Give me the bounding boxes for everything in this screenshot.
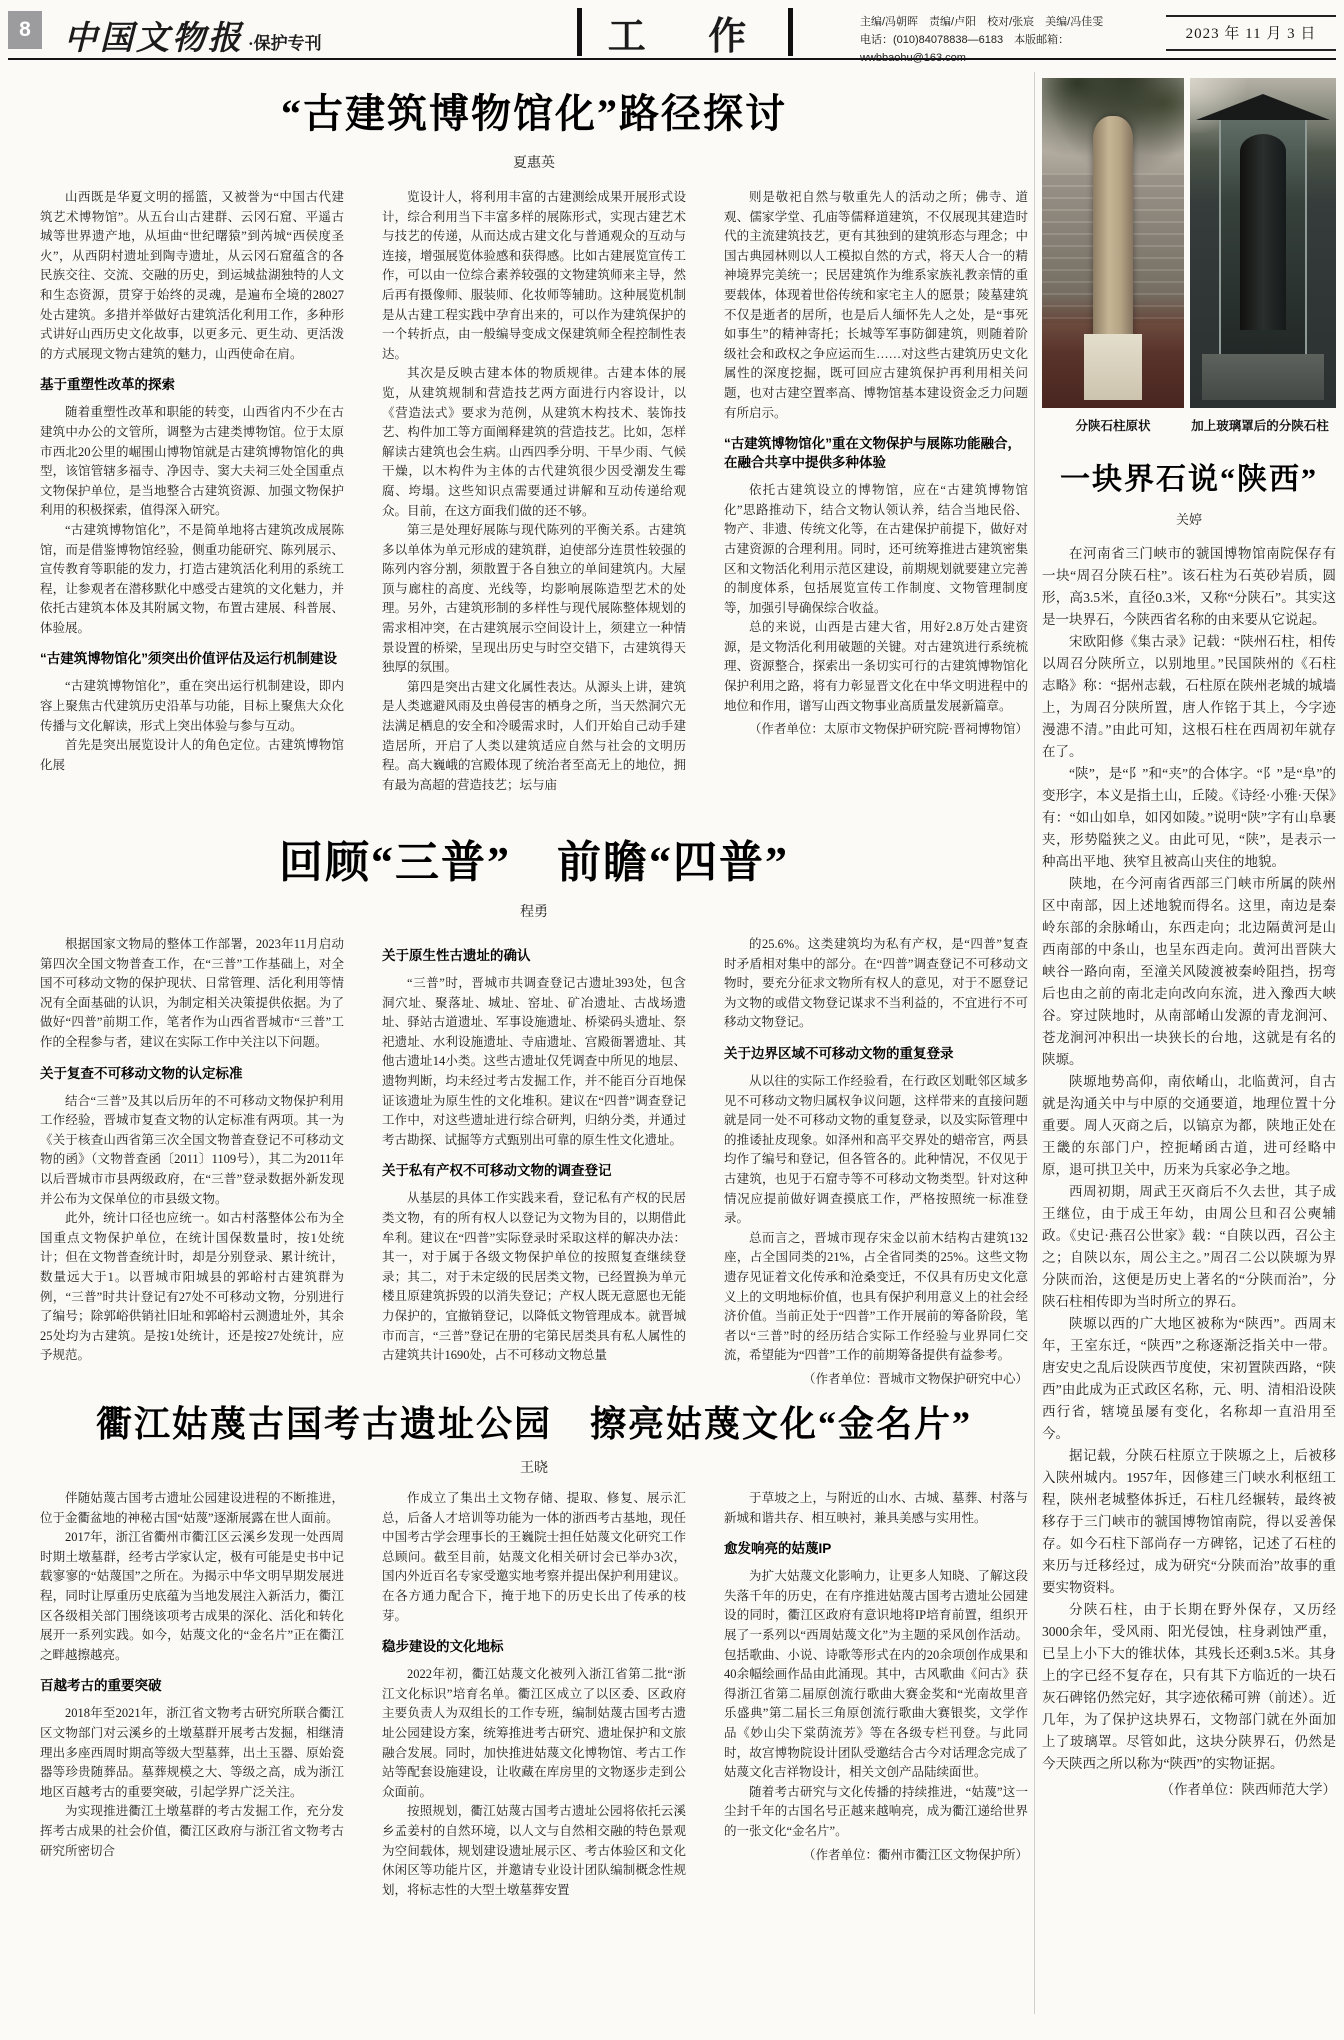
article-gumie-park: [40, 1368, 1028, 2013]
section-subhead: 百越考古的重要突破: [40, 1678, 162, 1694]
photo-stone-pillar-original: [1042, 78, 1184, 408]
body-paragraph: “陕”，是“阝”和“夹”的合体字。“阝”是“阜”的变形字，本义是指土山，丘陵。《诗经·小雅·天保》有：“如山如阜，如冈如陵。”说明“陕”字有山阜裹夹，形势隘狭之义。由此可见，“陕”，是表示一种高出平地、狭窄且被高山夹住的地貌。: [1042, 766, 1336, 869]
body-paragraph: 陕地，在今河南省西部三门峡市所属的陕州区中南部，因上述地貌而得名。这里，南边是秦岭东部的余脉崤山，东西走向；北边隔黄河是山西南部的中条山，也呈东西走向。黄河出晋陕大峡谷一路向南，至潼关风陵渡被秦岭阻挡，拐弯后也由之前的南北走向改向东流，进入豫西大峡谷。穿过陕地时，从南部崤山发源的青龙涧河、苍龙涧河冲积出一块狭长的台地，这就是有名的陕塬。: [1042, 876, 1336, 1067]
glass-case: [1219, 118, 1307, 356]
body-paragraph: 2018年至2021年，浙江省文物考古研究所联合衢江区文物部门对云溪乡的土墩墓群开展考古发掘，相继清理出多座西周时期高等级大型墓葬，出土玉器、原始瓷器等珍贵随葬品。墓葬规模之大、等级之高，成为浙江地区百越考古的重要突破，引起学界广泛关注。: [40, 1706, 344, 1799]
article3-column-3: [724, 1489, 1028, 2013]
article1-byline: 夏惠英: [513, 156, 555, 171]
staff-line-contact: 电话：(010)84078838—6183 本版邮箱：: [860, 34, 1070, 46]
case-base: [1202, 354, 1324, 400]
section-subhead: 关于私有产权不可移动文物的调查登记: [382, 1163, 612, 1179]
body-paragraph: “古建筑博物馆化”，重在突出运行机制建设，即内容上聚焦古代建筑历史沿革与功能，目标上聚焦大众化传播与文化解读，形式上突出体验与参与互动。: [40, 679, 344, 733]
newspaper-brand: [64, 12, 322, 59]
body-paragraph: 从以往的实际工作经验看，在行政区划毗邻区域多见不可移动文物归属权争议问题，这样带来的直接问题就是同一处不可移动文物的重复登录，以及实际管理中的推诿扯皮现象。如泽州和高平交界处的蜡帝宫，两县均作了编号和登记，但各管各的。此种情况，不仅见于古建筑，也见于石窟寺等不可移动文物类型。针对这种情况应提前做好调查摸底工作，严格按照统一标准登录。: [724, 1073, 1028, 1226]
photo-group: [1042, 78, 1336, 408]
stone-pillar: [1093, 116, 1133, 338]
article2-column-1: [40, 935, 344, 1363]
masthead: [8, 6, 1336, 56]
page-number: 8: [8, 11, 42, 49]
article-shaanxi-boundary-stone: [1042, 78, 1336, 1935]
body-paragraph: 伴随姑蔑古国考古遗址公园建设进程的不断推进，位于金衢盆地的神秘古国“姑蔑”逐渐展露在世人面前。: [40, 1491, 344, 1525]
section-subhead: 关于复查不可移动文物的认定标准: [40, 1065, 243, 1081]
body-paragraph: “三普”时，晋城市共调查登记古遗址393处，包含洞穴址、聚落址、城址、窑址、矿冶遗址、古战场遗址、驿站古道遗址、军事设施遗址、桥梁码头遗址、祭祀遗址、水利设施遗址、寺庙遗址、宫殿衙署遗址、其他古遗址14小类。这些古遗址仅凭调查中所见的地层、遗物判断，均未经过考古发掘工作，并不能百分百地保证该遗址为原生性的文化堆积。建议在“四普”调查登记工作中，对这些遗址进行综合研判，归纳分类，并通过考古勘探、试掘等方式甄别出可靠的原生性文化遗址。: [382, 976, 686, 1147]
author-affiliation: （作者单位：晋城市文物保护研究中心）: [802, 1371, 1028, 1386]
body-paragraph: 陕塬以西的广大地区被称为“陕西”。西周末年，王室东迁，“陕西”之称逐渐泛指关中一带。唐安史之乱后设陕西节度使，宋初置陕西路，“陕西”由此成为正式政区名称，元、明、清相沿设陕西行省，辖境虽屡有变化，名称却一直沿用至今。: [1042, 1316, 1336, 1441]
body-paragraph: 第四是突出古建文化属性表达。从源头上讲，建筑是人类遮避风雨及虫兽侵害的栖身之所，当天然洞穴无法满足栖息的安全和冷暖需求时，人们开始自己动手建造居所，开启了人类以建筑适应自然与社会的文明历程。高大巍峨的宫殿体现了统治者至高无上的地位，拥有最为高超的营造技艺；坛与庙: [382, 679, 686, 792]
photo-captions: [1042, 416, 1336, 434]
body-paragraph: 其次是反映古建本体的物质规律。古建本体的展览，从建筑规制和营造技艺两方面进行内容设计，以《营造法式》要求为范例，从建筑木构技术、装饰技艺、构件加工等方面阐释建筑的营造技艺。比如，怎样解读古建筑也会生病。山西四季分明、干旱少雨、气候干燥，以木构件为主体的古代建筑很少因受潮发生霉腐、垮塌。这些知识点需要通过讲解和互动传递给观众。目前，在这方面我们做的还不够。: [382, 366, 686, 518]
body-paragraph: 第三是处理好展陈与现代陈列的平衡关系。古建筑多以单体为单元形成的建筑群，迫使部分连贯性较强的陈列内容分割，须散置于各自独立的单间建筑内。大屋顶与廊柱的高度、光线等，均影响展陈造型艺术的处理。另外，古建筑形制的多样性与现代展陈整体规划的需求相冲突，在古建筑展示空间设计上，须建立一种情景设置的桥梁，呈现出历史与时空交错下，古建筑得天独厚的氛围。: [382, 523, 686, 675]
body-paragraph: 山西既是华夏文明的摇篮，又被誉为“中国古代建筑艺术博物馆”。从五台山古建群、云冈石窟、平遥古城等世界遗产地，从垣曲“世纪曙猿”到芮城“西侯度圣火”，从西阴村遗址到陶寺遗址，从云冈石窟蕴含的各民族交往、交流、交融的历史，到运城盐湖独特的人文和生态资源，贯穿于始终的灵魂，是遍布全境的28027处古建筑。多措并举做好古建筑活化利用工作，多种形式讲好山西历史文化故事，以更多元、更生动、更活泼的方式展现文物古建筑的魅力，山西使命在肩。: [40, 190, 344, 361]
body-paragraph: 首先是突出展览设计人的角色定位。古建筑博物馆化展: [40, 738, 344, 772]
section-title-box: [560, 6, 810, 58]
body-paragraph: 分陕石柱，由于长期在野外保存，又历经3000余年，受风雨、阳光侵蚀，柱身剥蚀严重，已呈上小下大的锥状体，其残长还剩3.5米。其身上的字已经不复存在，只有其下方临近的一块石灰石碑铭仍然完好，其字迹依稀可辨（前述）。近几年，为了保护这块界石，文物部门就在外面加上了玻璃罩。尽管如此，这块分陕界石，仍然是今天陕西之所以称为“陕西”的实物证据。: [1042, 1602, 1336, 1771]
author-affiliation: （作者单位：衢州市衢江区文物保护所）: [802, 1847, 1028, 1862]
article3-headline: 衢江姑蔑古国考古遗址公园 擦亮姑蔑文化“金名片”: [95, 1404, 972, 1444]
article1-column-3: [724, 188, 1028, 794]
article2-headline: 回顾“三普” 前瞻“四普”: [279, 838, 789, 887]
body-paragraph: 在河南省三门峡市的虢国博物馆南院保存有一块“周召分陕石柱”。该石柱为石英砂岩质，圆形，高3.5米，直径0.3米，又称“分陕石”。其实这是一块界石，今陕西省名称的由来要从它说起。: [1042, 546, 1336, 627]
staff-line-editors: 主编/冯朝晖 责编/卢阳 校对/张宸 美编/冯佳雯: [860, 16, 1104, 28]
section-subhead: 稳步建设的文化地标: [382, 1639, 504, 1655]
article-gujianzhu-museumization: [40, 64, 1028, 794]
article1-columns: [40, 188, 1028, 794]
right-article-byline: 关婷: [1175, 512, 1202, 527]
article3-column-2: [382, 1489, 686, 2013]
body-paragraph: 为扩大姑蔑文化影响力，让更多人知晓、了解这段失落千年的历史，在有序推进姑蔑古国考古遗址公园建设的同时，衢江区政府有意识地将IP培育前置，组织开展了一系列以“西周姑蔑文化”为主题的采风创作活动。包括歌曲、小说、诗歌等形式在内的20余项创作成果和40余幅绘画作品由此涌现。其中，古风歌曲《问古》获得浙江省第二届原创流行歌曲大赛金奖和“光南故里音乐盛典”第二届长三角原创流行歌曲大赛银奖，文学作品《妙山尖下棠荫流芳》等在各级专栏刊登。与此同时，故宫博物院设计团队受邀结合古今对话理念完成了姑蔑文化吉祥物设计，相关文创产品陆续面世。: [724, 1569, 1028, 1780]
photo2-caption: 加上玻璃罩后的分陕石柱: [1191, 419, 1329, 433]
author-affiliation: （作者单位：陕西师范大学）: [1160, 1782, 1336, 1797]
section-subhead: 基于重塑性改革的探索: [40, 377, 175, 393]
article2-column-2: [382, 935, 686, 1363]
article1-column-2: [382, 188, 686, 794]
column-divider-rule: [1034, 72, 1035, 2014]
article-sanpu-sipu: [40, 818, 1028, 1386]
body-paragraph: 2017年，浙江省衢州市衢江区云溪乡发现一处西周时期土墩墓群，经考古学家认定，极有可能是史书中记载寥寥的“姑蔑国”之所在。为揭示中华文明早期发展进程，同时让厚重历史底蕴为当地发展注入新活力，衢江区各级相关部门围绕该项考古成果的深化、活化和转化展开一系列实践。如今，姑蔑文化的“金名片”正在衢江之畔越擦越亮。: [40, 1530, 344, 1662]
body-paragraph: 总而言之，晋城市现存宋金以前木结构古建筑132座，占全国同类的21%，占全省同类的25%。这些文物遗存见证着文化传承和沧桑变迁，不仅具有历史文化意义上的文明地标价值，也具有保护利用意义上的社会经济价值。当前正处于“四普”工作开展前的筹备阶段，笔者以“三普”时的经历结合实际工作经验与业界同仁交流，希望能为“四普”工作的前期筹备提供有益参考。: [724, 1230, 1028, 1363]
body-paragraph: 结合“三普”及其以后历年的不可移动文物保护利用工作经验，晋城市复查文物的认定标准有两项。其一为《关于核查山西省第三次全国文物普查登记不可移动文物的函》（文物普查函〔2011〕1109号），其二为2011年以后晋城市市县两级政府，在“三普”登录数据外新发现并公布为文保单位的市县级文物。: [40, 1093, 344, 1206]
body-paragraph: “古建筑博物馆化”，不是简单地将古建筑改成展陈馆，而是借鉴博物馆经验，侧重功能研究、陈列展示、宣传教育等职能的发力，打造古建筑活化利用的系统工程，让参观者在潜移默化中感受古建筑的文化魅力，并依托古建筑本体及其附属文物，布置古建展、科普展、体验展。: [40, 522, 344, 635]
body-paragraph: 根据国家文物局的整体工作部署，2023年11月启动第四次全国文物普查工作，在“三普”工作基础上，对全国不可移动文物的保护现状、日常管理、活化利用等情况有全面基础的认识，为制定相关决策提供依据。为了做好“四普”前期工作，笔者作为山西省晋城市“三普”工作的全程参与者，建议在实际工作中关注以下问题。: [40, 937, 344, 1049]
body-paragraph: 随着重塑性改革和职能的转变，山西省内不少在古建筑中办公的文管所，调整为古建类博物馆。位于太原市西北20公里的崛围山博物馆就是古建筑博物馆化的典型，该馆管辖多福寺、净因寺、窦大夫祠三处全国重点文物保护单位，是当地整合古建筑资源、加强文物保护利用的积极探索，值得深入研究。: [40, 405, 344, 518]
article1-column-1: [40, 188, 344, 794]
author-affiliation: （作者单位：太原市文物保护研究院·晋祠博物馆）: [748, 722, 1028, 737]
body-paragraph: 陕塬地势高仰，南依崤山，北临黄河，自古就是沟通关中与中原的交通要道，地理位置十分重要。周人灭商之后，以镐京为都，陕地正处在王畿的东部门户，控扼崤函古道，进可经略中原，退可拱卫关中，历来为兵家必争之地。: [1042, 1074, 1336, 1177]
body-paragraph: 为实现推进衢江土墩墓群的考古发掘工作，充分发挥考古成果的社会价值，衢江区政府与浙江省文物考古研究所密切合: [40, 1804, 344, 1858]
body-paragraph: 此外，统计口径也应统一。如古村落整体公布为全国重点文物保护单位，在统计国保数量时，按1处统计；但在文物普查统计时，却是分别登录、累计统计，数量远大于1。以晋城市阳城县的郭峪村古建筑群为例，“三普”时共计登记有27处不可移动文物，分别进行了编号；除郭峪供销社旧址和郭峪村云测遗址外，其余25处均为古建筑。是按1处统计，还是按27处统计，应予规范。: [40, 1211, 344, 1363]
body-paragraph: 于草坡之上，与附近的山水、古城、墓葬、村落与新城和谐共存、相互映衬，兼具美感与实用性。: [724, 1491, 1028, 1525]
section-bar-left-icon: [577, 8, 582, 56]
article3-columns: [40, 1489, 1028, 2013]
body-paragraph: 2022年初，衢江姑蔑文化被列入浙江省第二批“浙江文化标识”培育名单。衢江区成立了以区委、区政府主要负责人为双组长的工作专班，编制姑蔑古国考古遗址公园建设方案，统筹推进考古研究、遗址保护和文旅融合发展。同时，加快推进姑蔑文化博物馆、考古工作站等配套设施建设，让收藏在库房里的文物逐步走到公众面前。: [382, 1667, 686, 1799]
body-paragraph: 西周初期，周武王灭商后不久去世，其子成王继位，由于成王年幼，由周公旦和召公奭辅政。《史记·燕召公世家》载：“自陕以西，召公主之；自陕以东，周公主之。”周召二公以陕塬为界分陕而治，这便是历史上著名的“分陕而治”，分陕石柱相传即为当时所立的界石。: [1042, 1184, 1336, 1309]
body-paragraph: 从基层的具体工作实践来看，登记私有产权的民居类文物，有的所有权人以登记为文物为目的，以期借此牟利。建议在“四普”实际登录时采取这样的解决办法：其一，对于属于各级文物保护单位的按照复查继续登录；其二，对于未定级的民居类文物，已经置换为单元楼且原建筑拆毁的以消失登记；产权人既无意愿也无能力保护的，宜撤销登记，以降低文物管理成本。就晋城市而言，“三普”登记在册的宅第民居类具有私人属性的古建筑共计1690处，占不可移动文物总量: [382, 1191, 686, 1363]
body-paragraph: 宋欧阳修《集古录》记载：“陕州石柱，相传以周召分陕所立，以别地里。”民国陕州的《石柱志略》称：“据州志载，石柱原在陕州老城的城墙上，为周召分陕所置，唐人作铭于其上，今字迹漫漶不清。”由此可知，这根石柱在西周初年就存在了。: [1042, 634, 1336, 759]
right-article-body: [1042, 543, 1336, 1935]
body-paragraph: 据记载，分陕石柱原立于陕塬之上，后被移入陕州城内。1957年，因修建三门峡水利枢纽工程，陕州老城整体拆迁，石柱几经辗转，最终被移存于三门峡市的虢国博物馆南院，得以妥善保存。如今石柱下部尚存一方碑铭，记述了石柱的来历与迁移经过，成为研究“分陕而治”故事的重要实物资料。: [1042, 1448, 1336, 1595]
article2-columns: [40, 935, 1028, 1386]
section-title: 工 作: [607, 15, 773, 58]
section-subhead: 愈发响亮的姑蔑IP: [724, 1541, 832, 1557]
section-bar-right-icon: [788, 8, 793, 56]
body-paragraph: 按照规划，衢江姑蔑古国考古遗址公园将依托云溪乡孟姜村的自然环境，以人文与自然相交融的特色景观为空间载体，规划建设遗址展示区、考古体验区和文化休闲区等功能片区，并邀请专业设计团队编制概念性规划，将标志性的大型土墩墓葬安置: [382, 1804, 686, 1897]
article2-column-3: [724, 935, 1028, 1386]
body-paragraph: 总的来说，山西是古建大省，用好2.8万处古建资源，是文物活化利用破题的关键。对古建筑进行系统梳理、资源整合，探索出一条切实可行的古建筑博物馆化保护利用之路，将有力彰显晋文化在中华文明进程中的地位和作用，谱写山西文物事业高质量发展新篇章。: [724, 620, 1028, 713]
issue-date: 2023 年 11 月 3 日: [1166, 15, 1336, 51]
photo1-caption: 分陕石柱原状: [1075, 419, 1151, 433]
article2-byline: 程勇: [520, 905, 548, 920]
body-paragraph: 览设计人，将利用丰富的古建测绘成果开展形式设计，综合利用当下丰富多样的展陈形式，实现古建艺术与技艺的传递，从而达成古建文化与普通观众的互动与连接，增强展览体验感和获得感。比如古建展览宣传工作，可以由一位综合素养较强的文物建筑师来主导，然后再有摄像师、服装师、化妆师等辅助。这种展览机制是从古建工程实践中孕育出来的，可以作为建筑保护的一个转折点，由一般编导变成文保建筑师全程控制性表达。: [382, 190, 686, 361]
body-paragraph: 依托古建筑设立的博物馆，应在“古建筑博物馆化”思路推动下，结合文物认领认养，结合当地民俗、物产、非遗、传统文化等，在古建保护前提下，做好对古建资源的合理利用。同时，还可统筹推进古建筑密集区和文物活化利用示范区建设，前期规划就要建立完善的制度体系，包括展览宣传工作制度、文物管理制度等，加强引导确保综合收益。: [724, 483, 1028, 615]
article3-byline: 王晓: [520, 1461, 548, 1476]
edition-name: ·保护专刊: [248, 34, 322, 53]
section-subhead: “古建筑博物馆化”须突出价值评估及运行机制建设: [40, 651, 337, 667]
header-rule: [8, 58, 1336, 60]
body-paragraph: 随着考古研究与文化传播的持续推进，“姑蔑”这一尘封千年的古国名号正越来越响亮，成为衢江递给世界的一张文化“金名片”。: [724, 1784, 1028, 1838]
right-article-headline: 一块界石说“陕西”: [1060, 463, 1318, 496]
photo-stone-pillar-glass-case: [1190, 78, 1336, 408]
body-paragraph: 则是敬祀自然与敬重先人的活动之所；佛寺、道观、儒家学堂、孔庙等儒释道建筑，不仅展现其建造时代的主流建筑技艺，更有其独到的建筑形态与理念；中国古典园林则以人工模拟自然的方式，将天人合一的精神境界完美统一；民居建筑作为维系家族礼教亲情的重要载体，体现着世俗传统和家宅主人的愿景；陵墓建筑不仅是逝者的居所，也是后人缅怀先人之处，是“事死如事生”的精神寄托；长城等军事防御建筑，则随着阶级社会和政权之争应运而生……对这些古建筑历史文化属性的深度挖掘，既可回应古建筑保护再利用相关问题，也对古建空置率高、博物馆基本建设资金乏力问题有所启示。: [724, 190, 1028, 420]
pillar-base: [1084, 334, 1142, 400]
body-paragraph: 的25.6%。这类建筑均为私有产权，是“四普”复查时矛盾相对集中的部分。在“四普”调查登记不可移动文物时，要充分征求文物所有权人的意见，对于不愿登记为文物的或借文物登记谋求不当利益的，不宜进行不可移动文物登记。: [724, 937, 1028, 1030]
section-subhead: 关于原生性古遗址的确认: [382, 948, 531, 963]
body-paragraph: 作成立了集出土文物存储、提取、修复、展示汇总，后备人才培训等功能为一体的浙西考古基地，现任中国考古学会理事长的王巍院士担任姑蔑文化研究工作总顾问。截至目前，姑蔑文化相关研讨会已举办3次，国内外近百名专家受邀实地考察并提出保护利用建议。在各方通力配合下，掩于地下的历史长出了传承的枝芽。: [382, 1491, 686, 1623]
article1-headline: “古建筑博物馆化”路径探讨: [281, 91, 787, 136]
newspaper-name: 中国文物报: [64, 21, 244, 57]
encased-stone-pillar: [1240, 134, 1286, 330]
section-subhead: 关于边界区域不可移动文物的重复登录: [724, 1045, 954, 1061]
section-subhead: “古建筑博物馆化”重在文物保护与展陈功能融合，在融合共享中提供多种体验: [724, 436, 1021, 471]
article3-column-1: [40, 1489, 344, 2013]
